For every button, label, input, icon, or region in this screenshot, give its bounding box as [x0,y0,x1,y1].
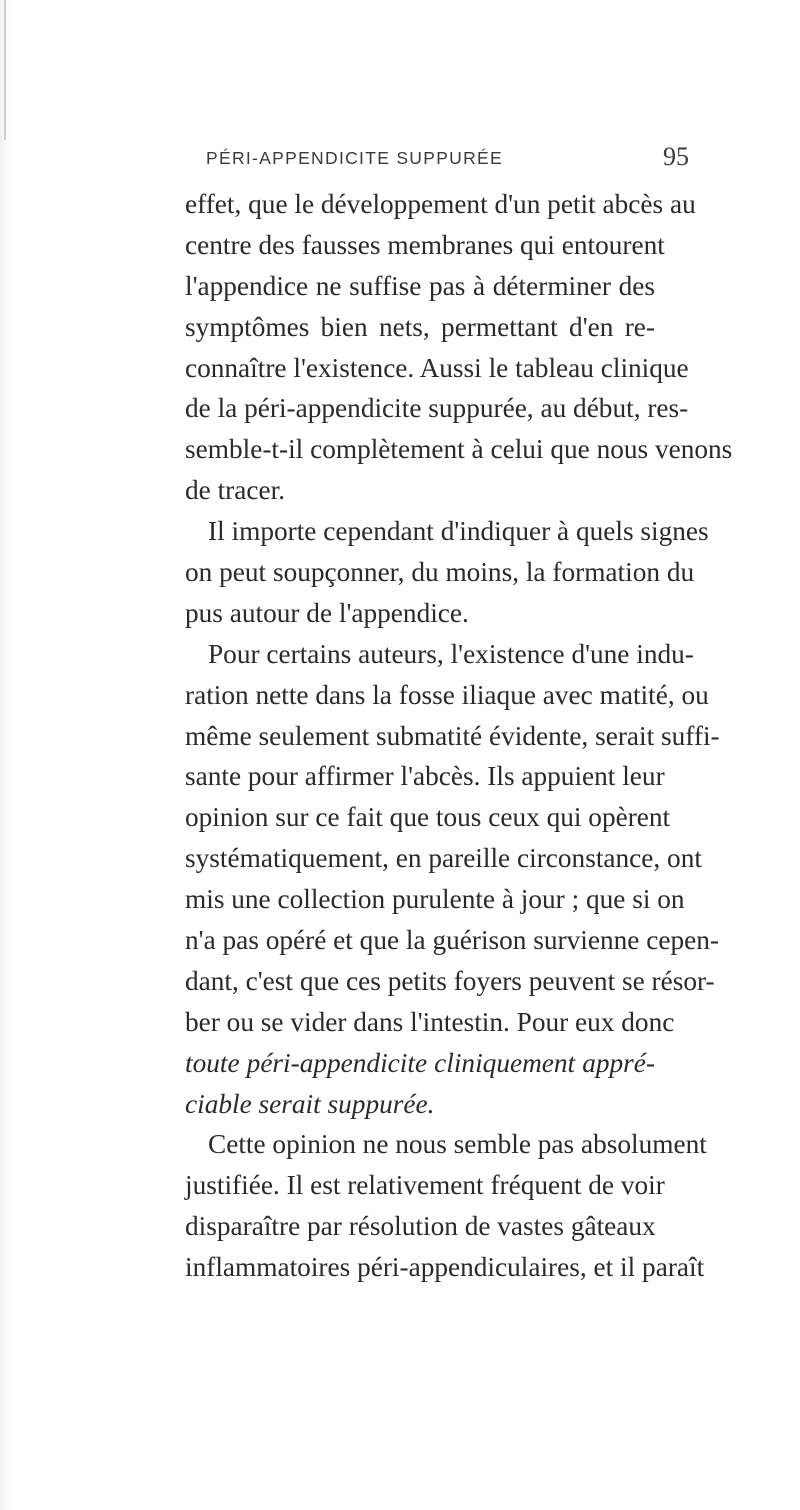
text-line: effet, que le développement d'un petit abcès au [185,189,696,219]
text-line: pus autour de l'appendice. [185,597,469,628]
text-line: de la péri-appendicite suppurée, au début, res- [185,393,689,424]
text-line-italic [185,1043,655,1084]
page-gutter-edge [4,0,6,140]
italic-text: ciable serait suppurée. [185,1088,435,1119]
text-line: semble-t-il complètement à celui que nous venons [185,434,733,465]
text-line: inflammatoires péri-appendiculaires, et il paraît [185,1252,705,1283]
page-number: 95 [663,142,689,171]
text-line: on peut soupçonner, du moins, la formation du [185,557,695,588]
text-line: dant, c'est que ces petits foyers peuvent se résor- [185,965,715,996]
text-line: même seulement submatité évidente, serait suffi- [185,720,720,751]
text-line: ber ou se vider dans l'intestin. Pour eux donc [185,1006,675,1037]
text-line: opinion sur ce fait que tous ceux qui opèrent [185,802,671,833]
text-line: symptômes bien nets, permettant d'en re- [185,311,655,342]
text-line: ration nette dans la fosse iliaque avec matité, ou [185,679,709,710]
text-line: systématiquement, en pareille circonstance, ont [185,843,702,874]
text-line: mis une collection purulente à jour ; que si on [185,884,685,915]
text-line: Il importe cependant d'indiquer à quels signes [208,516,709,547]
text-line: de tracer. [185,475,286,506]
text-line: n'a pas opéré et que la guérison survienne cepen- [185,925,719,956]
italic-text: toute péri-appendicite cliniquement appré- [185,1047,655,1078]
text-line: disparaître par résolution de vastes gâteaux [185,1211,656,1242]
text-line: sante pour affirmer l'abcès. Ils appuient leur [185,761,665,792]
text-line: Pour certains auteurs, l'existence d'une indu- [208,638,694,669]
text-line-italic [185,1084,655,1125]
text-line: Cette opinion ne nous semble pas absolument [208,1129,707,1160]
text-line: centre des fausses membranes qui entourent [185,229,665,260]
text-line: connaître l'existence. Aussi le tableau clinique [185,352,689,383]
text-line: justifiée. Il est relativement fréquent de voir [185,1170,665,1201]
body-text [185,184,733,1288]
text-line: l'appendice ne suffise pas à déterminer des [185,270,655,301]
running-title: PÉRI-APPENDICITE SUPPURÉE [206,148,503,168]
